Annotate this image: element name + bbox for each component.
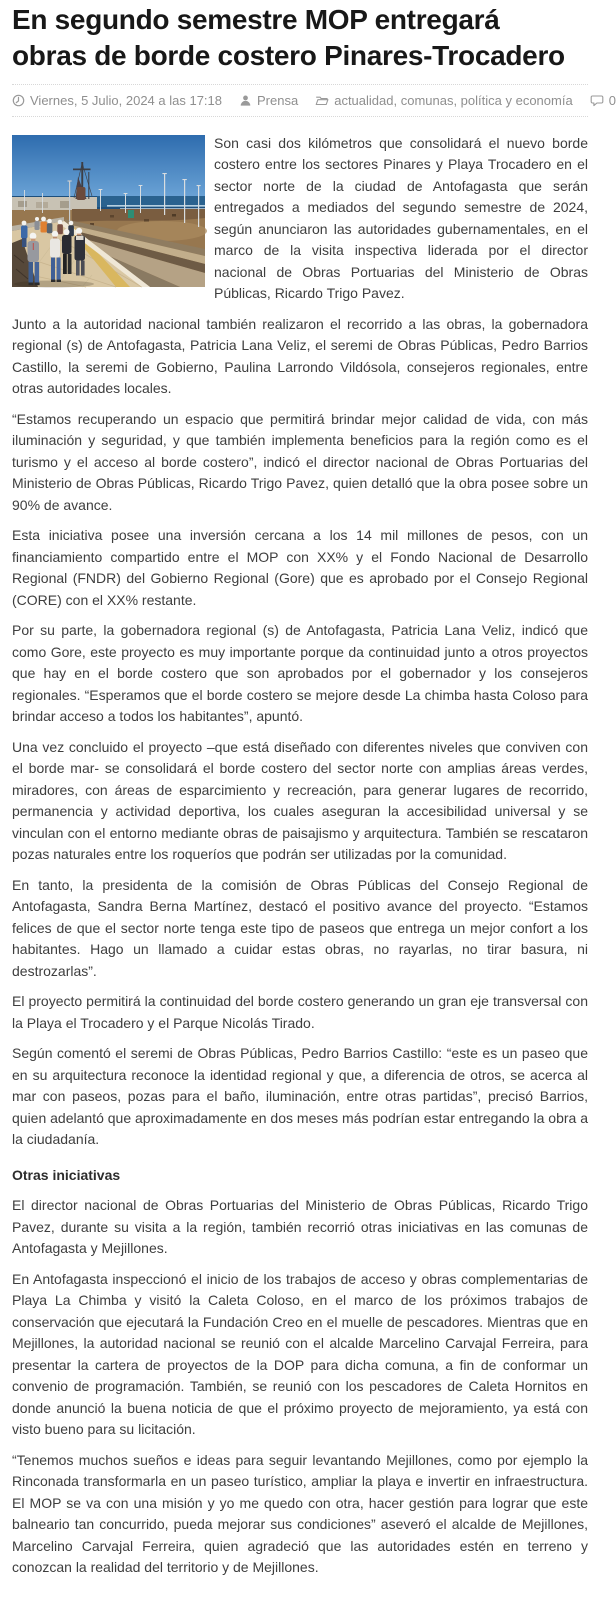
article-paragraph: El proyecto permitirá la continuidad del borde costero generando un gran eje transversal con la Playa el Trocadero y el Parque Nicolás Tirado. (12, 993, 588, 1031)
folder-icon (315, 94, 329, 107)
post-date-text: Viernes, 5 Julio, 2024 a las 17:18 (30, 92, 223, 108)
clock-icon (12, 94, 25, 107)
article-paragraph: Según comentó el seremi de Obras Públicas, Pedro Barrios Castillo: “este es un paseo que en su arquitectura reconoce la identidad regional y que, a diferencia de otros, se acerca al mar con paseos, pozas para el baño, iluminación, entre otras partidas”, precisó Barrios, quien adelantó que aproximadamente en dos meses más podrían estar entregando la obra a la ciudadanía. (12, 1045, 588, 1148)
article-paragraph: Junto a la autoridad nacional también realizaron el recorrido a las obras, la gobernadora regional (s) de Antofagasta, Patricia Lana Veliz, el seremi de Obras Públicas, Pedro Barrios Castillo, la seremi de Gobierno, Paulina Larrondo Vildósola, consejeros regionales, entre otras autoridades locales. (12, 315, 588, 397)
title-line-1: En segundo semestre MOP entregará (12, 4, 500, 35)
article-paragraph: Por su parte, la gobernadora regional (s) de Antofagasta, Patricia Lana Veliz, indicó que como Gore, este proyecto es muy importante porque da continuidad junto a otros proyectos que hay en el borde costero que son aprobados por el gobernador y los consejeros regionales. “Esperamos que el borde costero se mejore desde La chimba hasta Coloso para brindar acceso a todos los habitantes”, apuntó. (12, 622, 588, 725)
article-paragraph: Esta iniciativa posee una inversión cercana a los 14 mil millones de pesos, con un financiamiento compartido entre el MOP con XX% y el Fondo Nacional de Desarrollo Regional (FNDR) del Gobierno Regional (Gore) que es aprobado por el Consejo Regional (CORE) con el XX% restante. (12, 527, 588, 608)
article-paragraph: “Estamos recuperando un espacio que permitirá brindar mejor calidad de vida, con más iluminación y seguridad, y que también implementa beneficios para la región como es el turismo y el acceso al borde costero”, indicó el director nacional de Obras Portuarias del Ministerio de Obras Públicas, Ricardo Trigo Pavez, quien detalló que la obra posee sobre un 90% de avance. (12, 410, 588, 513)
post-author-text: Prensa (257, 92, 299, 108)
comments-count-text: 0 (608, 92, 616, 108)
page-title (12, 2, 588, 74)
post-categories-text: actualidad, comunas, política y economía (334, 92, 573, 108)
post-date (12, 93, 222, 108)
comments-count[interactable] (590, 93, 616, 108)
article-paragraph: “Tenemos muchos sueños e ideas para seguir levantando Mejillones, como por ejemplo la Rinconada transformarla en un paseo turístico, ampliar la playa e invertir en infraestructura. El MOP se va con una misión y yo me quedo con otra, hacer gestión para lograr que este balneario tan concurrido, pueda mejorar sus condiciones” aseveró el alcalde de Mejillones, Marcelino Carvajal Ferreira, quien agradeció que las autoridades estén en terreno y conozcan la realidad del territorio y de Mejillones. (12, 1451, 588, 1576)
article-body (12, 133, 588, 1579)
featured-image (12, 135, 205, 287)
post-categories[interactable] (315, 93, 572, 108)
article-paragraph: Son casi dos kilómetros que consolidará el nuevo borde costero entre los sectores Pinares y Playa Trocadero en el sector norte de la ciudad de Antofagasta que serán entregados a mediados del segundo semestre de 2024, según anunciaron las autoridades gubernamentales, en el marco de la visita inspectiva liderada por el director nacional de Obras Portuarias del Ministerio de Obras Públicas, Ricardo Trigo Pavez. (214, 134, 588, 302)
comment-bubble-icon (590, 94, 604, 107)
coastal-photo-illustration (12, 135, 205, 287)
section-heading: Otras iniciativas (12, 1166, 121, 1183)
article-paragraph: En tanto, la presidenta de la comisión de Obras Públicas del Consejo Regional de Antofagasta, Sandra Berna Martínez, destacó el positivo avance del proyecto. “Estamos felices de que el sector norte tenga este tipo de paseos que entrega un mejor confort a los habitantes. Hago un llamado a cuidar estas obras, no rayarlas, no tirar basura, ni destrozarlas”. (12, 876, 588, 979)
article-paragraph: Una vez concluido el proyecto –que está diseñado con diferentes niveles que conviven con el borde mar- se consolidará el borde costero del sector norte con amplias áreas verdes, miradores, con áreas de esparcimiento y recreación, para generar lugares de recorrido, permanencia y actividad deportiva, los cuales aseguran la accesibilidad universal y se vinculan con el entorno mediante obras de paisajismo y arquitectura. También se rescataron pozas naturales entre los roqueríos que podrán ser utilizadas por la comunidad. (12, 738, 588, 863)
article-paragraph: En Antofagasta inspeccionó el inicio de los trabajos de acceso y obras complementarias de Playa La Chimba y visitó la Caleta Coloso, en el marco de los próximos trabajos de conservación que ejecutará la Fundación Creo en el muelle de pescadores. Mientras que en Mejillones, la autoridad nacional se reunió con el alcalde Marcelino Carvajal Ferreira, para presentar la cartera de proyectos de la DOP para dicha comuna, a fin de conformar un convenio de programación. También, se reunió con los pescadores de Caleta Hornitos en donde anunció la buena noticia de que el próximo proyecto de mejoramiento, ya está con visto bueno para su licitación. (12, 1270, 588, 1438)
user-icon (239, 94, 252, 107)
post-author[interactable] (239, 93, 298, 108)
article-paragraph: El director nacional de Obras Portuarias del Ministerio de Obras Públicas, Ricardo Trigo Pavez, durante su visita a la región, también recorrió otras iniciativas en las comunas de Antofagasta y Mejillones. (12, 1197, 588, 1257)
title-line-2: obras de borde costero Pinares-Trocadero (12, 39, 565, 71)
article-page (0, 2, 616, 1602)
post-meta-bar (12, 84, 616, 117)
